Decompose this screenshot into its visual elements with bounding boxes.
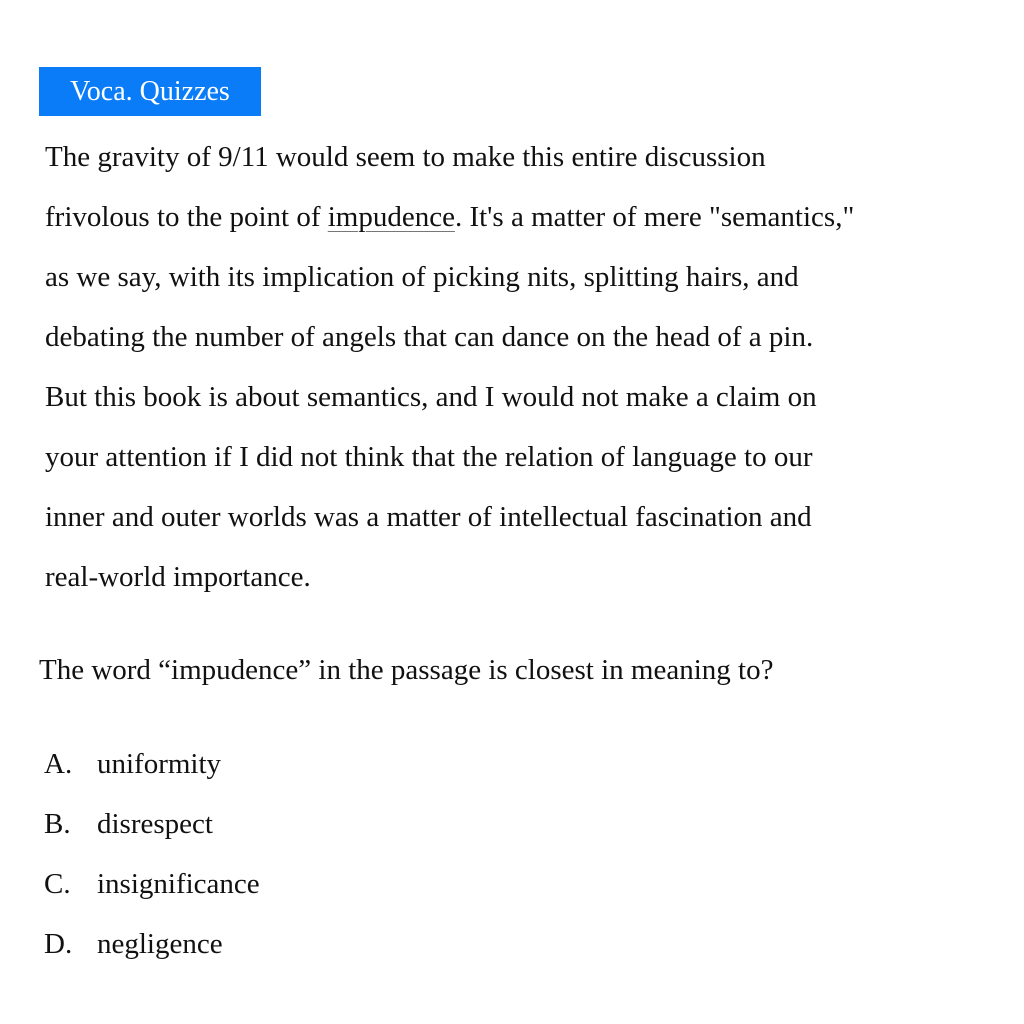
answer-options <box>44 734 260 974</box>
passage-line <box>45 547 311 607</box>
passage-line <box>45 127 766 187</box>
passage-text: inner and outer worlds was a matter of intellectual fascination and <box>45 501 812 533</box>
passage-line <box>45 307 813 367</box>
passage-text: But this book is about semantics, and I would not make a claim on <box>45 381 817 413</box>
option-letter: C. <box>44 868 71 900</box>
passage-line <box>45 187 854 247</box>
passage-text: your attention if I did not think that the relation of language to our <box>45 441 813 473</box>
option-a[interactable] <box>44 734 260 794</box>
passage-text: debating the number of angels that can dance on the head of a pin. <box>45 321 814 353</box>
passage-line <box>45 427 813 487</box>
option-d[interactable] <box>44 914 260 974</box>
option-letter: B. <box>44 808 71 840</box>
option-b[interactable] <box>44 794 260 854</box>
option-c[interactable] <box>44 854 260 914</box>
question-text: The word “impudence” in the passage is closest in meaning to? <box>39 654 774 686</box>
option-label: disrespect <box>97 808 213 840</box>
highlighted-word: impudence <box>327 201 455 233</box>
passage-line <box>45 487 812 547</box>
passage-text: real-world importance. <box>45 561 311 593</box>
passage-text: . It's a matter of mere "semantics," <box>454 201 855 233</box>
passage-line <box>45 367 817 427</box>
passage-text: frivolous to the point of <box>45 201 328 233</box>
option-label: negligence <box>97 928 223 960</box>
quiz-category-badge: Voca. Quizzes <box>39 67 261 116</box>
option-letter: A. <box>44 748 73 780</box>
option-letter: D. <box>44 928 73 960</box>
option-label: uniformity <box>97 748 222 780</box>
passage-line <box>45 247 799 307</box>
passage-text: The gravity of 9/11 would seem to make this entire discussion <box>45 141 766 173</box>
passage-text: as we say, with its implication of picking nits, splitting hairs, and <box>45 261 799 293</box>
option-label: insignificance <box>97 868 260 900</box>
